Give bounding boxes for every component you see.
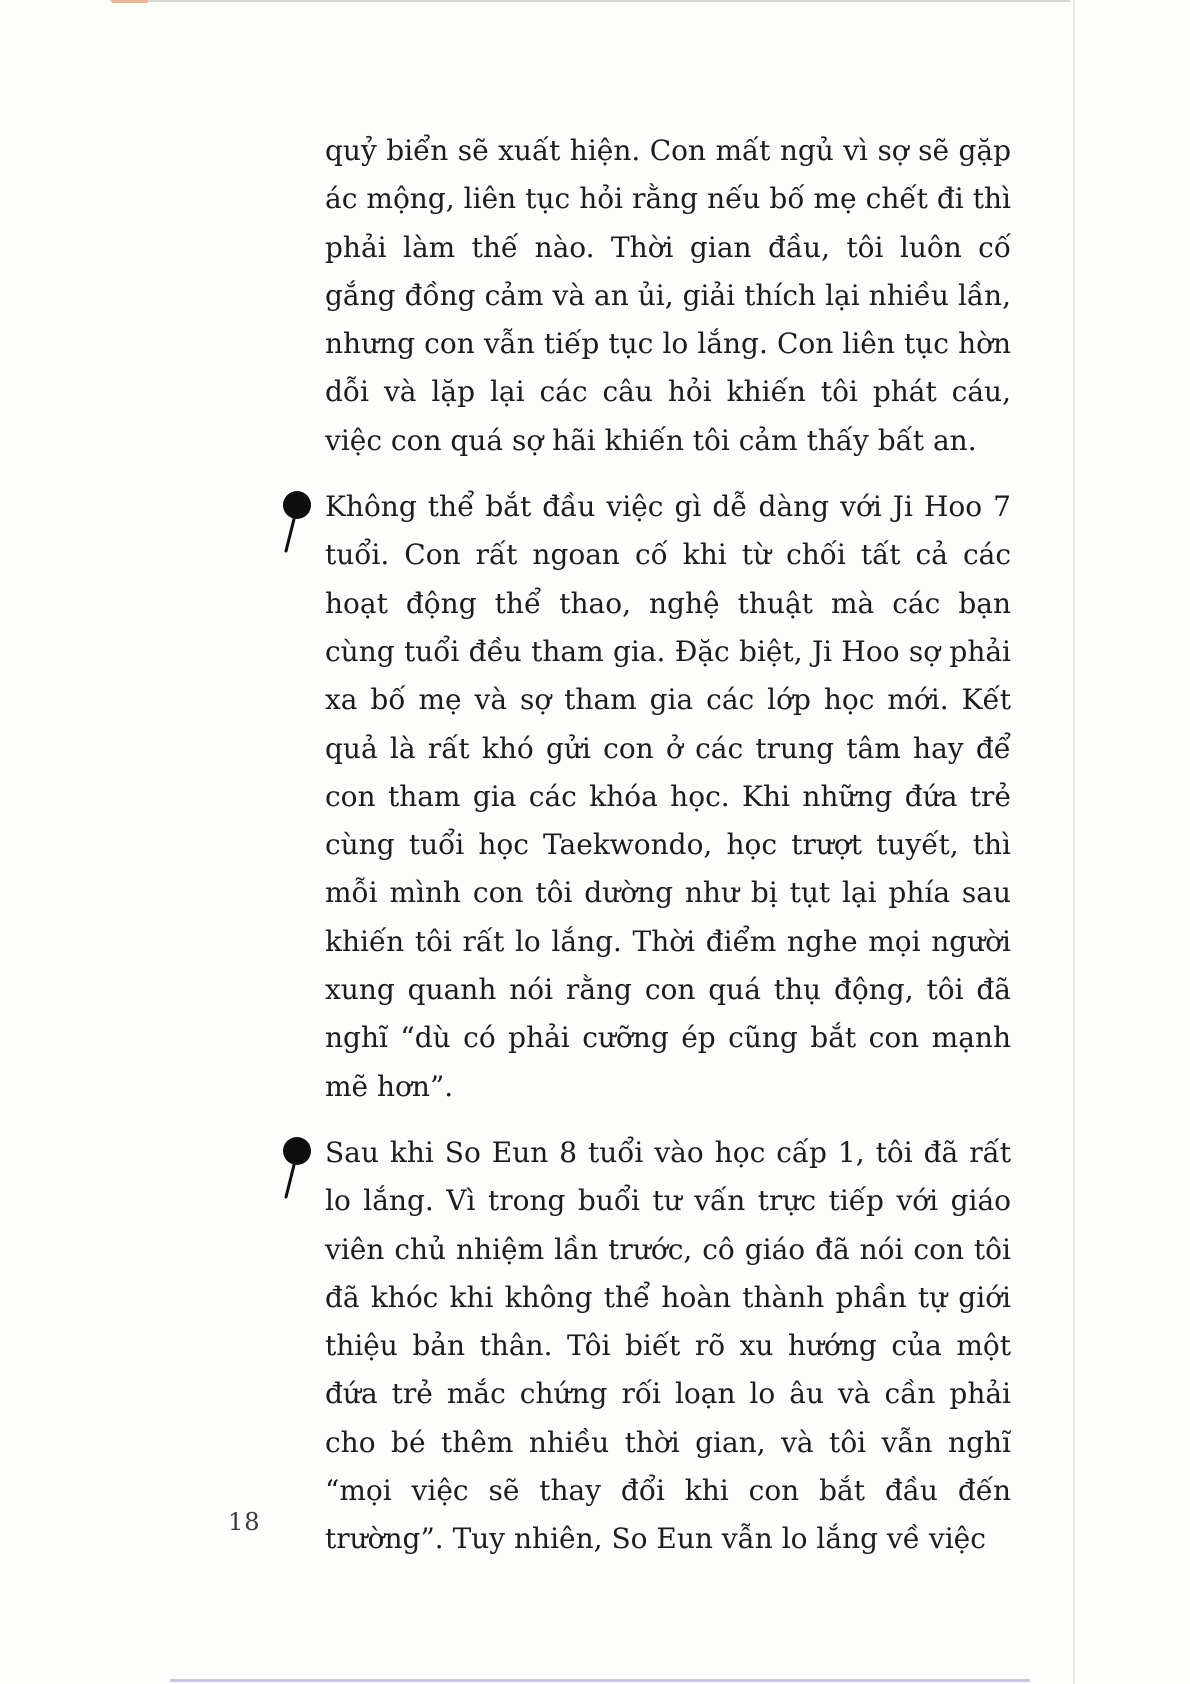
page-top-accent: [112, 0, 148, 3]
page-bottom-edge: [170, 1679, 1030, 1682]
paragraph-3-wrapper: [325, 1129, 1011, 1564]
paragraph-1: quỷ biển sẽ xuất hiện. Con mất ngủ vì sợ sẽ gặp ác mộng, liên tục hỏi rằng nếu bố mẹ chết đi thì phải làm thế nào. Thời gian đầu, tôi luôn cố gắng đồng cảm và an ủi, giải thích lại nhiều lần, nhưng con vẫn tiếp tục lo lắng. Con liên tục hờn dỗi và lặp lại các câu hỏi khiến tôi phát cáu, việc con quá sợ hãi khiến tôi cảm thấy bất an.: [325, 134, 1011, 457]
paragraph-2: Không thể bắt đầu việc gì dễ dàng với Ji Hoo 7 tuổi. Con rất ngoan cố khi từ chối tất cả các hoạt động thể thao, nghệ thuật mà các bạn cùng tuổi đều tham gia. Đặc biệt, Ji Hoo sợ phải xa bố mẹ và sợ tham gia các lớp học mới. Kết quả là rất khó gửi con ở các trung tâm hay để con tham gia các khóa học. Khi những đứa trẻ cùng tuổi học Taekwondo, học trượt tuyết, thì mỗi mình con tôi dường như bị tụt lại phía sau khiến tôi rất lo lắng. Thời điểm nghe mọi người xung quanh nói rằng con quá thụ động, tôi đã nghĩ “dù có phải cưỡng ép cũng bắt con mạnh mẽ hơn”.: [325, 490, 1011, 1103]
body-text: [325, 127, 1011, 1564]
paragraph-3: Sau khi So Eun 8 tuổi vào học cấp 1, tôi đã rất lo lắng. Vì trong buổi tư vấn trực tiếp với giáo viên chủ nhiệm lần trước, cô giáo đã nói con tôi đã khóc khi không thể hoàn thành phần tự giới thiệu bản thân. Tôi biết rõ xu hướng của một đứa trẻ mắc chứng rối loạn lo âu và cần phải cho bé thêm nhiều thời gian, và tôi vẫn nghĩ “mọi việc sẽ thay đổi khi con bắt đầu đến trường”. Tuy nhiên, So Eun vẫn lo lắng về việc: [325, 1135, 1011, 1556]
ink-pin-marker-icon: [275, 1133, 315, 1205]
page-top-edge: [110, 0, 1070, 2]
paragraph-2-wrapper: [325, 483, 1011, 1111]
ink-pin-marker-icon: [275, 487, 315, 559]
page-right-edge: [1073, 0, 1075, 1684]
page-number: 18: [228, 1508, 261, 1536]
